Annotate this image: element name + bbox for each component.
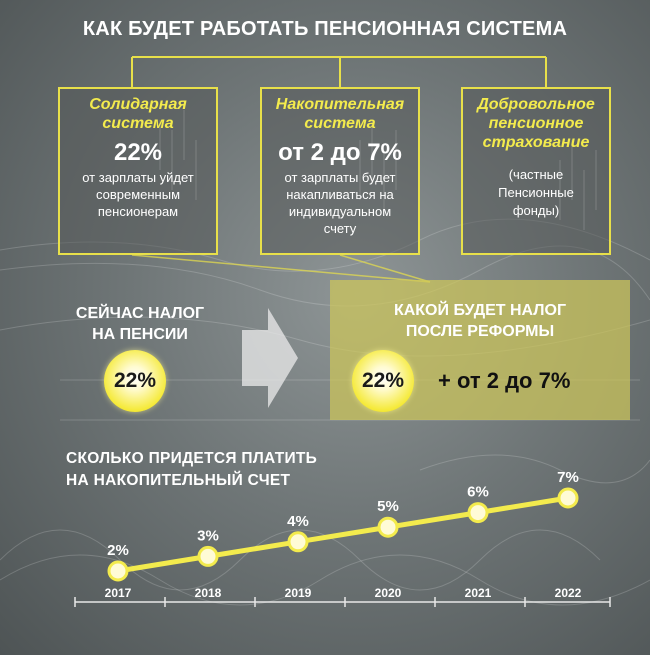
- x-tick-label: 2022: [554, 586, 582, 600]
- current-tax-label: СЕЙЧАС НАЛОГ НА ПЕНСИИ: [75, 305, 205, 343]
- x-tick-label: 2020: [374, 586, 402, 600]
- data-point: [199, 547, 217, 565]
- data-point: [469, 504, 487, 522]
- data-label: 7%: [557, 469, 579, 486]
- data-point: [559, 489, 577, 507]
- box-description: от зарплаты уйдет современным пенсионерам: [82, 170, 194, 219]
- data-point: [289, 533, 307, 551]
- future-tax-addition: + от 2 до 7%: [438, 368, 571, 393]
- series-line: [118, 498, 568, 571]
- box-title: Накопительная система: [275, 96, 405, 132]
- x-tick-label: 2019: [284, 586, 312, 600]
- x-tick-label: 2021: [464, 586, 492, 600]
- box-title: Солидарная система: [89, 96, 187, 132]
- box-percent: от 2 до 7%: [278, 139, 402, 166]
- page-title: КАК БУДЕТ РАБОТАТЬ ПЕНСИОННАЯ СИСТЕМА: [82, 18, 568, 40]
- data-label: 2%: [107, 542, 129, 559]
- box-note: (частные Пенсионные фонды): [498, 167, 574, 218]
- future-tax-circle: 22%: [352, 350, 414, 412]
- box-description: от зарплаты будет накапливаться на индивидуальном счету: [284, 170, 396, 236]
- box-title: Добровольное пенсионное страхование: [477, 96, 595, 151]
- data-point: [109, 562, 127, 580]
- data-label: 3%: [197, 527, 219, 545]
- x-tick-label: 2017: [104, 586, 132, 600]
- data-label: 4%: [287, 512, 309, 530]
- data-label: 5%: [377, 498, 399, 516]
- box-percent: 22%: [113, 139, 163, 166]
- future-tax-label: КАКОЙ БУДЕТ НАЛОГ ПОСЛЕ РЕФОРМЫ: [393, 302, 567, 340]
- current-tax-circle: 22%: [104, 350, 166, 412]
- data-label: 6%: [467, 483, 489, 501]
- data-point: [379, 518, 397, 536]
- contribution-chart-title: СКОЛЬКО ПРИДЕТСЯ ПЛАТИТЬ НА НАКОПИТЕЛЬНЫЙ СЧЕТ: [66, 450, 318, 489]
- x-tick-label: 2018: [194, 586, 222, 600]
